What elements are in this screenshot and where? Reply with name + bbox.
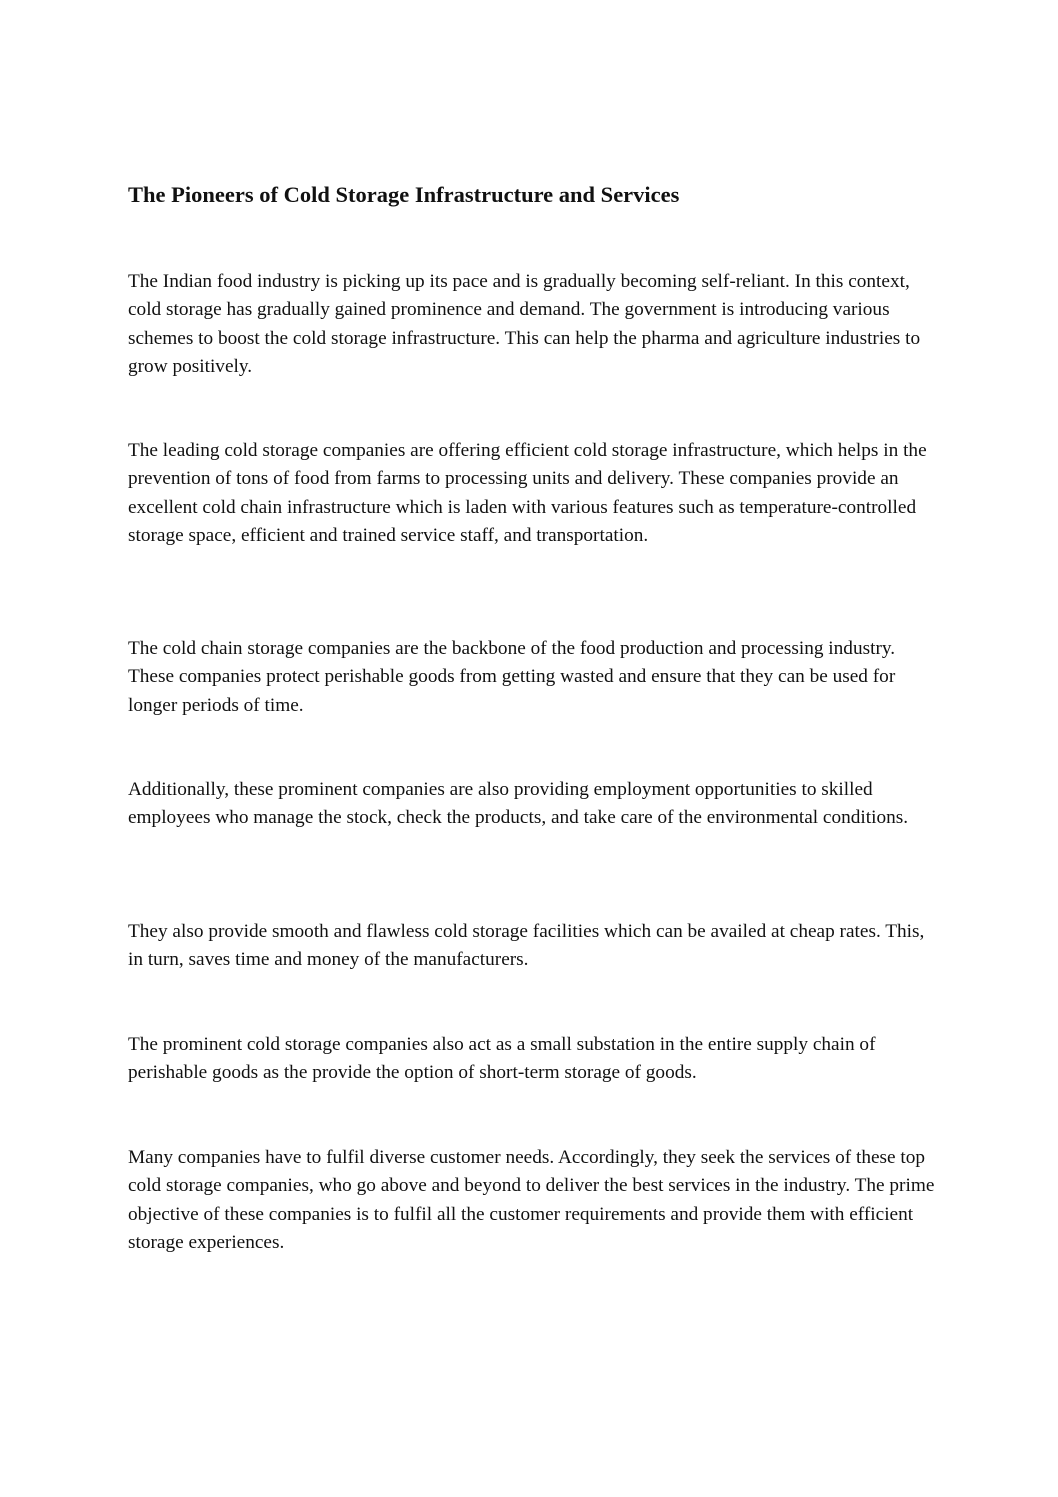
paragraph-3: The cold chain storage companies are the backbone of the food production and processing industry. These companies protect perishable goods from getting wasted and ensure that they can be used for longer periods of time. (128, 638, 896, 716)
paragraph-6: The prominent cold storage companies also act as a small substation in the entire supply chain of perishable goods as the provide the option of short-term storage of goods. (128, 1034, 876, 1084)
paragraph-4: Additionally, these prominent companies are also providing employment opportunities to skilled employees who manage the stock, check the products, and take care of the environmental conditions. (128, 779, 909, 829)
paragraph-5: They also provide smooth and flawless cold storage facilities which can be availed at cheap rates. This, in turn, saves time and money of the manufacturers. (128, 921, 925, 971)
paragraph-7: Many companies have to fulfil diverse customer needs. Accordingly, they seek the services of these top cold storage companies, who go above and beyond to deliver the best services in the industry. The prime objective of these companies is to fulfil all the customer requirements and provide them with efficient storage experiences. (128, 1147, 935, 1253)
paragraph-1: The Indian food industry is picking up its pace and is gradually becoming self-reliant. In this context, cold storage has gradually gained prominence and demand. The government is introducing various schemes to boost the cold storage infrastructure. This can help the pharma and agriculture industries to grow positively. (128, 271, 921, 377)
paragraph-2: The leading cold storage companies are offering efficient cold storage infrastructure, which helps in the prevention of tons of food from farms to processing units and delivery. These companies provide an excellent cold chain infrastructure which is laden with various features such as temperature-controlled storage space, efficient and trained service staff, and transportation. (128, 440, 927, 546)
document-title: The Pioneers of Cold Storage Infrastructure and Services (128, 182, 680, 207)
